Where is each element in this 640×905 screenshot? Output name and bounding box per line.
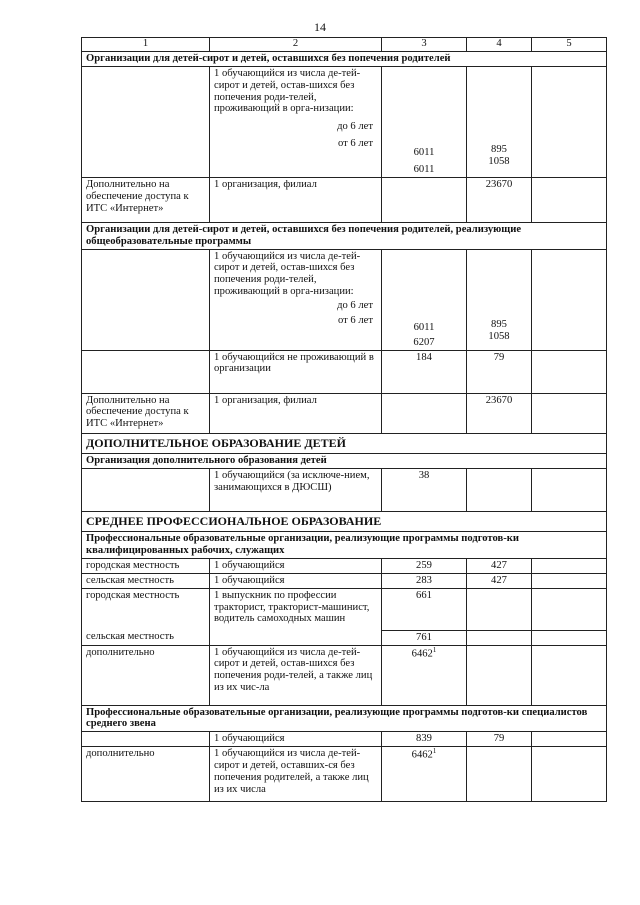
cell-text: 1 обучающийся из числа де-тей-сирот и детей, остав-шихся без попечения роди-телей, проживающий в орга-низации: [214,250,361,298]
table-cell [82,468,210,511]
table-cell: 79 [467,732,532,747]
table-cell: городская местность [82,559,210,574]
table-row [82,249,607,350]
table-cell [467,468,532,511]
table-cell: 38 [382,468,467,511]
table-cell [382,249,467,350]
table-row [82,588,607,630]
section-row [82,52,607,67]
age-label: от 6 лет [338,314,373,326]
column-header: 3 [382,38,467,52]
table-cell: 1 обучающийся из числа де-тей-сирот и детей, оставших-ся без попечения родителей, а также лиц из их числа [210,747,382,802]
age-label: до 6 лет [337,121,373,133]
table-cell: дополнительно [82,645,210,705]
table-cell [467,588,532,630]
table-cell [467,249,532,350]
table-cell: 1 обучающийся [210,573,382,588]
cell-value: 1058 [488,330,510,342]
table-cell [532,559,607,574]
cell-value: 6011 [413,321,435,333]
table-cell [382,747,467,802]
table-row [82,350,607,393]
table-row [82,559,607,574]
table-row [82,732,607,747]
section-title: ДОПОЛНИТЕЛЬНОЕ ОБРАЗОВАНИЕ ДЕТЕЙ [82,433,607,453]
table-row [82,645,607,705]
table-cell [382,66,467,177]
table-cell [82,350,210,393]
table-cell [532,588,607,630]
section-row [82,222,607,249]
table-cell [532,66,607,177]
age-label: до 6 лет [337,300,373,312]
table-row [82,177,607,222]
table-cell [532,645,607,705]
table-cell [467,630,532,645]
table-cell [382,645,467,705]
table-cell [82,249,210,350]
table-cell: Дополнительно на обеспечение доступа к ИТС «Интернет» [82,177,210,222]
table-cell [467,66,532,177]
page-number: 14 [314,20,326,34]
table-cell: 1 обучающийся [210,559,382,574]
table-cell [382,177,467,222]
table-cell: 79 [467,350,532,393]
table-cell: 839 [382,732,467,747]
table-cell: сельская местность [82,573,210,588]
cell-value: 6462 [411,648,433,660]
table-cell [532,249,607,350]
section-subtitle: Профессиональные образовательные организации, реализующие программы подготов-ки специалистов среднего звена [82,705,607,732]
section-subtitle: Организация дополнительного образования детей [82,454,607,469]
table-cell [532,573,607,588]
table-cell [532,747,607,802]
section-row [82,532,607,559]
table-cell [467,747,532,802]
table-cell [82,66,210,177]
table-cell: 761 [382,630,467,645]
footnote-mark: 1 [432,747,437,756]
table-cell: 1 организация, филиал [210,177,382,222]
table-row [82,393,607,433]
column-header-row [82,38,607,52]
table-cell: 427 [467,573,532,588]
table-cell: 1 обучающийся [210,732,382,747]
table-row [82,573,607,588]
cell-value: 1058 [488,156,510,167]
age-label: от 6 лет [338,138,373,150]
cell-value: 895 [491,144,507,156]
table-cell [467,645,532,705]
footnote-mark: 1 [432,645,437,654]
column-header: 1 [82,38,210,52]
table-row [82,747,607,802]
table-cell: сельская местность [82,630,210,645]
section-title: СРЕДНЕЕ ПРОФЕССИОНАЛЬНОЕ ОБРАЗОВАНИЕ [82,511,607,531]
table-cell: 23670 [467,393,532,433]
section-row [82,433,607,453]
table-cell: 1 организация, филиал [210,393,382,433]
cell-value: 895 [491,318,507,330]
section-subtitle: Профессиональные образовательные организации, реализующие программы подготов-ки квалифицированных рабочих, служащих [82,532,607,559]
column-header: 5 [532,38,607,52]
table-cell [210,66,382,177]
table-cell: 427 [467,559,532,574]
table-cell: 23670 [467,177,532,222]
cell-value: 6462 [411,749,433,761]
table-cell: 184 [382,350,467,393]
cell-text: 1 обучающийся из числа де-тей-сирот и детей, остав-шихся без попечения роди-телей, проживающий в орга-низации: [214,67,361,115]
table-cell: 283 [382,573,467,588]
table-cell [532,630,607,645]
cell-value: 6011 [413,147,435,159]
table-row [82,468,607,511]
cell-value: 6011 [413,164,435,175]
table-cell [210,249,382,350]
funding-table [81,37,607,802]
table-cell: 1 обучающийся (за исключе-нием, занимающихся в ДЮСШ) [210,468,382,511]
column-header: 4 [467,38,532,52]
table-cell: 1 выпускник по профессии тракторист, тракторист-машинист, водитель самоходных машин [210,588,382,645]
table-cell [382,393,467,433]
column-header: 2 [210,38,382,52]
table-cell: 661 [382,588,467,630]
table-cell: 1 обучающийся из числа де-тей-сирот и детей, остав-шихся без попечения роди-телей, а также лиц из их чис-ла [210,645,382,705]
section-title: Организации для детей-сирот и детей, оставшихся без попечения родителей, реализующие общеобразовательные программы [82,222,607,249]
section-row [82,454,607,469]
table-cell: дополнительно [82,747,210,802]
section-row [82,511,607,531]
cell-value: 6207 [413,336,435,348]
table-cell: 1 обучающийся не проживающий в организации [210,350,382,393]
table-cell [532,177,607,222]
section-title: Организации для детей-сирот и детей, оставшихся без попечения родителей [82,52,607,67]
section-row [82,705,607,732]
table-cell: 259 [382,559,467,574]
table-cell: городская местность [82,588,210,630]
table-cell [532,468,607,511]
table-row [82,66,607,177]
table-cell: Дополнительно на обеспечение доступа к ИТС «Интернет» [82,393,210,433]
table-cell [82,732,210,747]
table-cell [532,350,607,393]
table-cell [532,393,607,433]
table-cell [532,732,607,747]
